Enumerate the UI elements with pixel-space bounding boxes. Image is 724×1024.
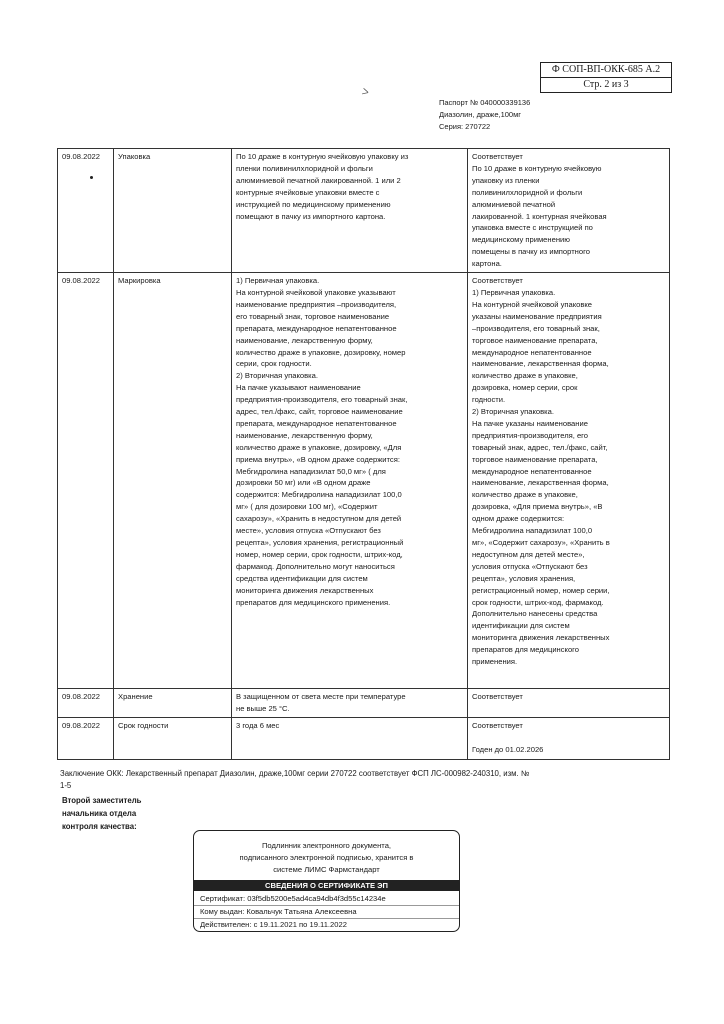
row-date: 09.08.2022 bbox=[58, 689, 114, 718]
row-name: Маркировка bbox=[114, 273, 232, 689]
passport-product: Диазолин, драже,100мг bbox=[439, 110, 521, 119]
row-date: 09.08.2022 bbox=[58, 273, 114, 689]
table-row bbox=[58, 273, 670, 689]
passport-series: Серия: 270722 bbox=[439, 122, 491, 131]
table-row bbox=[58, 717, 670, 759]
table-row bbox=[58, 149, 670, 273]
row-date: 09.08.2022 bbox=[58, 717, 114, 759]
row-date: 09.08.2022 bbox=[58, 149, 114, 273]
stamp-valid: Действителен: с 19.11.2021 по 19.11.2022 bbox=[194, 918, 459, 931]
e-signature-stamp bbox=[193, 830, 460, 932]
row-name: Срок годности bbox=[114, 717, 232, 759]
document-code-box bbox=[540, 62, 672, 93]
row-requirement: 3 года 6 мес bbox=[232, 717, 468, 759]
row-result: Соответствует 1) Первичная упаковка. На контурной ячейковой упаковке указаны наименование предприятия –производителя, его товарный знак, торговое наименование препарата, международное непатентованное наименование, лекарственная форма, количество драже в упаковке, дозировка, номер серии, срок годности. 2) Вторичная упаковка. На пачке указаны наименование предприятия-производителя, его товарный знак, адрес, тел./факс, сайт, торговое наименование препарата, международное непатентованное наименование, лекарственная форма, количество драже в упаковке, дозировка, «Для приема внутрь», «В одном драже содержится: Мебгидролина нападизилат 100,0 мг», «Содержит сахарозу», «Хранить в недоступном для детей месте», условия отпуска «Отпускают без рецепта», условия хранения, регистрационный номер, номер серии, срок годности, штрих-код, фармакод. Дополнительно нанесены средства идентификации для систем мониторинга движения лекарственных препаратов для медицинского применения. bbox=[468, 273, 670, 689]
conclusion: Заключение ОКК: Лекарственный препарат Диазолин, драже,100мг серии 270722 соответствует ФСП ЛС-000982-240310, изм. № 1-5 bbox=[60, 769, 530, 790]
stamp-header: СВЕДЕНИЯ О СЕРТИФИКАТЕ ЭП bbox=[194, 880, 459, 891]
row-name: Упаковка bbox=[114, 149, 232, 273]
stamp-certificate: Сертификат: 03f5db5200e5ad4ca94db4f3d55c14234e bbox=[200, 894, 386, 903]
document-code: Ф СОП-ВП-ОКК-685 А.2 bbox=[551, 64, 661, 75]
signer-title: Второй заместитель начальника отдела контроля качества: bbox=[62, 796, 142, 831]
page-number: Стр. 2 из 3 bbox=[541, 77, 671, 92]
row-name: Хранение bbox=[114, 689, 232, 718]
ink-dot bbox=[90, 176, 93, 179]
table-row bbox=[58, 689, 670, 718]
quality-table bbox=[57, 148, 670, 760]
row-requirement: По 10 драже в контурную ячейковую упаковку из пленки поливинилхлоридной и фольги алюминиевой печатной лакированной. 1 или 2 контурные ячейковые упаковки вместе с инструкцией по медицинскому применению помещают в пачку из импортного картона. bbox=[232, 149, 468, 273]
row-result: Соответствует Годен до 01.02.2026 bbox=[468, 717, 670, 759]
stray-mark: ᐳ bbox=[360, 86, 370, 98]
stamp-text: Подлинник электронного документа, подписанного электронной подписью, хранится в системе ЛИМС Фармстандарт bbox=[239, 841, 414, 874]
row-requirement: 1) Первичная упаковка. На контурной ячейковой упаковке указывают наименование предприятия –производителя, его товарный знак, торговое наименование препарата, международное непатентованное наименование, лекарственную форму, количество драже в упаковке, дозировку, номер серии, срок годности. 2) Вторичная упаковка. На пачке указывают наименование предприятия-производителя, его товарный знак, адрес, тел./факс, сайт, торговое наименование препарата, международное непатентованное наименование, лекарственную форму, количество драже в упаковке, дозировку, «Для приема внутрь», «В одном драже содержится: Мебгидролина нападизилат 50,0 мг» ( для дозировки 50 мг) или «В одном драже содержится: Мебгидролина нападизилат 100,0 мг» ( для дозировки 100 мг), «Содержит сахарозу», «Хранить в недоступном для детей месте», условия отпуска «Отпускают без рецепта», условия хранения, регистрационный номер, номер серии, срок годности, штрих-код, фармакод. Дополнительно могут наноситься средства идентификации для систем мониторинга движения лекарственных препаратов для медицинского применения. bbox=[232, 273, 468, 689]
row-result: Соответствует bbox=[468, 689, 670, 718]
passport-number: Паспорт № 040000339136 bbox=[439, 98, 531, 107]
row-result: Соответствует По 10 драже в контурную ячейковую упаковку из пленки поливинилхлоридной и фольги алюминиевой печатной лакированной. 1 контурная ячейковая упаковка вместе с инструкцией по медицинскому применению помещены в пачку из импортного картона. bbox=[468, 149, 670, 273]
stamp-issued-to: Кому выдан: Ковальчук Татьяна Алексеевна bbox=[194, 905, 459, 918]
passport-header bbox=[439, 97, 530, 133]
row-requirement: В защищенном от света месте при температуре не выше 25 °С. bbox=[232, 689, 468, 718]
